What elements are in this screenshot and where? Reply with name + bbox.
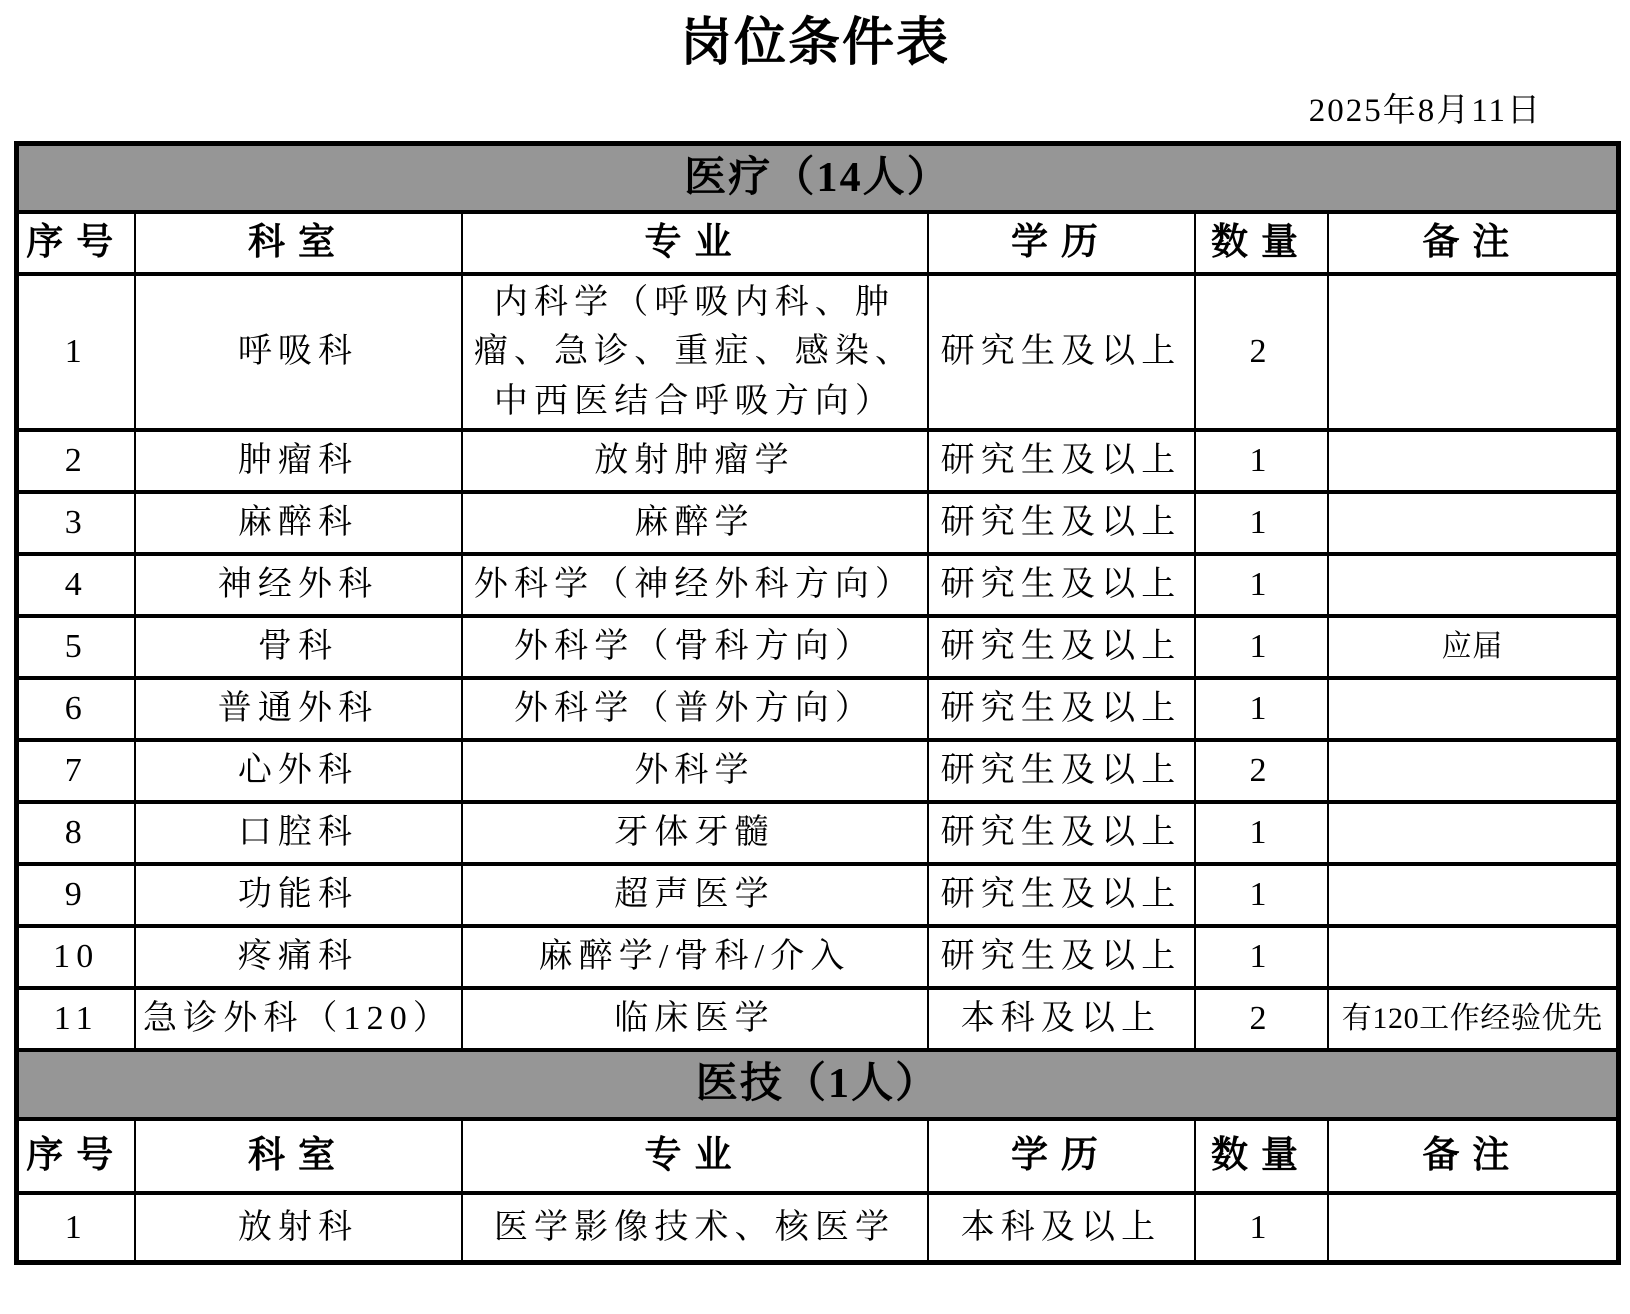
table-row — [17, 616, 1619, 678]
table-row — [17, 1193, 1619, 1263]
cell-department: 放射科 — [135, 1193, 462, 1263]
cell-remark: 有120工作经验优先 — [1328, 988, 1619, 1050]
table-row — [17, 740, 1619, 802]
cell-education: 研究生及以上 — [928, 492, 1195, 554]
cell-education: 本科及以上 — [928, 1193, 1195, 1263]
cell-index: 3 — [17, 492, 135, 554]
cell-department: 骨科 — [135, 616, 462, 678]
cell-major: 外科学（骨科方向） — [462, 616, 928, 678]
cell-education: 本科及以上 — [928, 988, 1195, 1050]
column-header-remark: 备注 — [1328, 1119, 1619, 1193]
cell-remark — [1328, 926, 1619, 988]
cell-index: 8 — [17, 802, 135, 864]
cell-index: 7 — [17, 740, 135, 802]
cell-count: 1 — [1195, 1193, 1328, 1263]
table-row — [17, 864, 1619, 926]
section-header: 医技（1人） — [17, 1050, 1619, 1119]
cell-department: 呼吸科 — [135, 274, 462, 430]
column-header-row — [17, 1119, 1619, 1193]
cell-index: 1 — [17, 1193, 135, 1263]
cell-count: 1 — [1195, 492, 1328, 554]
cell-count: 2 — [1195, 274, 1328, 430]
cell-major: 麻醉学 — [462, 492, 928, 554]
cell-remark — [1328, 554, 1619, 616]
column-header-department: 科室 — [135, 1119, 462, 1193]
cell-remark: 应届 — [1328, 616, 1619, 678]
table-row — [17, 926, 1619, 988]
cell-department: 口腔科 — [135, 802, 462, 864]
cell-department: 麻醉科 — [135, 492, 462, 554]
cell-education: 研究生及以上 — [928, 678, 1195, 740]
cell-remark — [1328, 492, 1619, 554]
cell-department: 心外科 — [135, 740, 462, 802]
cell-remark — [1328, 864, 1619, 926]
cell-index: 11 — [17, 988, 135, 1050]
cell-major: 外科学（神经外科方向） — [462, 554, 928, 616]
cell-remark — [1328, 430, 1619, 492]
cell-count: 2 — [1195, 988, 1328, 1050]
cell-count: 1 — [1195, 430, 1328, 492]
section-header-row — [17, 143, 1619, 212]
cell-major: 外科学 — [462, 740, 928, 802]
cell-count: 1 — [1195, 926, 1328, 988]
column-header-department: 科室 — [135, 212, 462, 274]
document-date: 2025年8月11日 — [1308, 92, 1542, 129]
section-header: 医疗（14人） — [17, 143, 1619, 212]
column-header-major: 专业 — [462, 1119, 928, 1193]
cell-education: 研究生及以上 — [928, 740, 1195, 802]
positions-table — [14, 141, 1621, 1266]
cell-index: 4 — [17, 554, 135, 616]
cell-count: 1 — [1195, 802, 1328, 864]
section-header-row — [17, 1050, 1619, 1119]
cell-education: 研究生及以上 — [928, 926, 1195, 988]
cell-remark — [1328, 1193, 1619, 1263]
cell-index: 5 — [17, 616, 135, 678]
cell-major: 外科学（普外方向） — [462, 678, 928, 740]
cell-department: 普通外科 — [135, 678, 462, 740]
cell-count: 2 — [1195, 740, 1328, 802]
cell-count: 1 — [1195, 678, 1328, 740]
cell-major: 放射肿瘤学 — [462, 430, 928, 492]
table-row — [17, 802, 1619, 864]
cell-index: 9 — [17, 864, 135, 926]
cell-education: 研究生及以上 — [928, 430, 1195, 492]
cell-major: 医学影像技术、核医学 — [462, 1193, 928, 1263]
cell-department: 肿瘤科 — [135, 430, 462, 492]
cell-department: 疼痛科 — [135, 926, 462, 988]
table-row — [17, 554, 1619, 616]
column-header-education: 学历 — [928, 212, 1195, 274]
table-row — [17, 274, 1619, 430]
cell-remark — [1328, 802, 1619, 864]
table-row — [17, 492, 1619, 554]
cell-count: 1 — [1195, 864, 1328, 926]
column-header-row — [17, 212, 1619, 274]
column-header-count: 数量 — [1195, 212, 1328, 274]
positions-table-body — [17, 143, 1619, 1263]
cell-major: 麻醉学/骨科/介入 — [462, 926, 928, 988]
cell-department: 功能科 — [135, 864, 462, 926]
cell-major: 内科学（呼吸内科、肿瘤、急诊、重症、感染、中西医结合呼吸方向） — [462, 274, 928, 430]
cell-major: 牙体牙髓 — [462, 802, 928, 864]
cell-education: 研究生及以上 — [928, 274, 1195, 430]
cell-count: 1 — [1195, 554, 1328, 616]
column-header-remark: 备注 — [1328, 212, 1619, 274]
cell-education: 研究生及以上 — [928, 802, 1195, 864]
table-row — [17, 678, 1619, 740]
cell-count: 1 — [1195, 616, 1328, 678]
cell-education: 研究生及以上 — [928, 864, 1195, 926]
page-title: 岗位条件表 — [679, 15, 950, 72]
cell-major: 超声医学 — [462, 864, 928, 926]
cell-index: 10 — [17, 926, 135, 988]
column-header-education: 学历 — [928, 1119, 1195, 1193]
column-header-index: 序号 — [17, 212, 135, 274]
cell-education: 研究生及以上 — [928, 616, 1195, 678]
cell-education: 研究生及以上 — [928, 554, 1195, 616]
cell-department: 神经外科 — [135, 554, 462, 616]
cell-index: 2 — [17, 430, 135, 492]
cell-remark — [1328, 274, 1619, 430]
cell-major: 临床医学 — [462, 988, 928, 1050]
cell-index: 6 — [17, 678, 135, 740]
column-header-major: 专业 — [462, 212, 928, 274]
column-header-index: 序号 — [17, 1119, 135, 1193]
cell-department: 急诊外科（120） — [135, 988, 462, 1050]
column-header-count: 数量 — [1195, 1119, 1328, 1193]
cell-index: 1 — [17, 274, 135, 430]
cell-remark — [1328, 740, 1619, 802]
cell-remark — [1328, 678, 1619, 740]
table-row — [17, 430, 1619, 492]
table-row — [17, 988, 1619, 1050]
